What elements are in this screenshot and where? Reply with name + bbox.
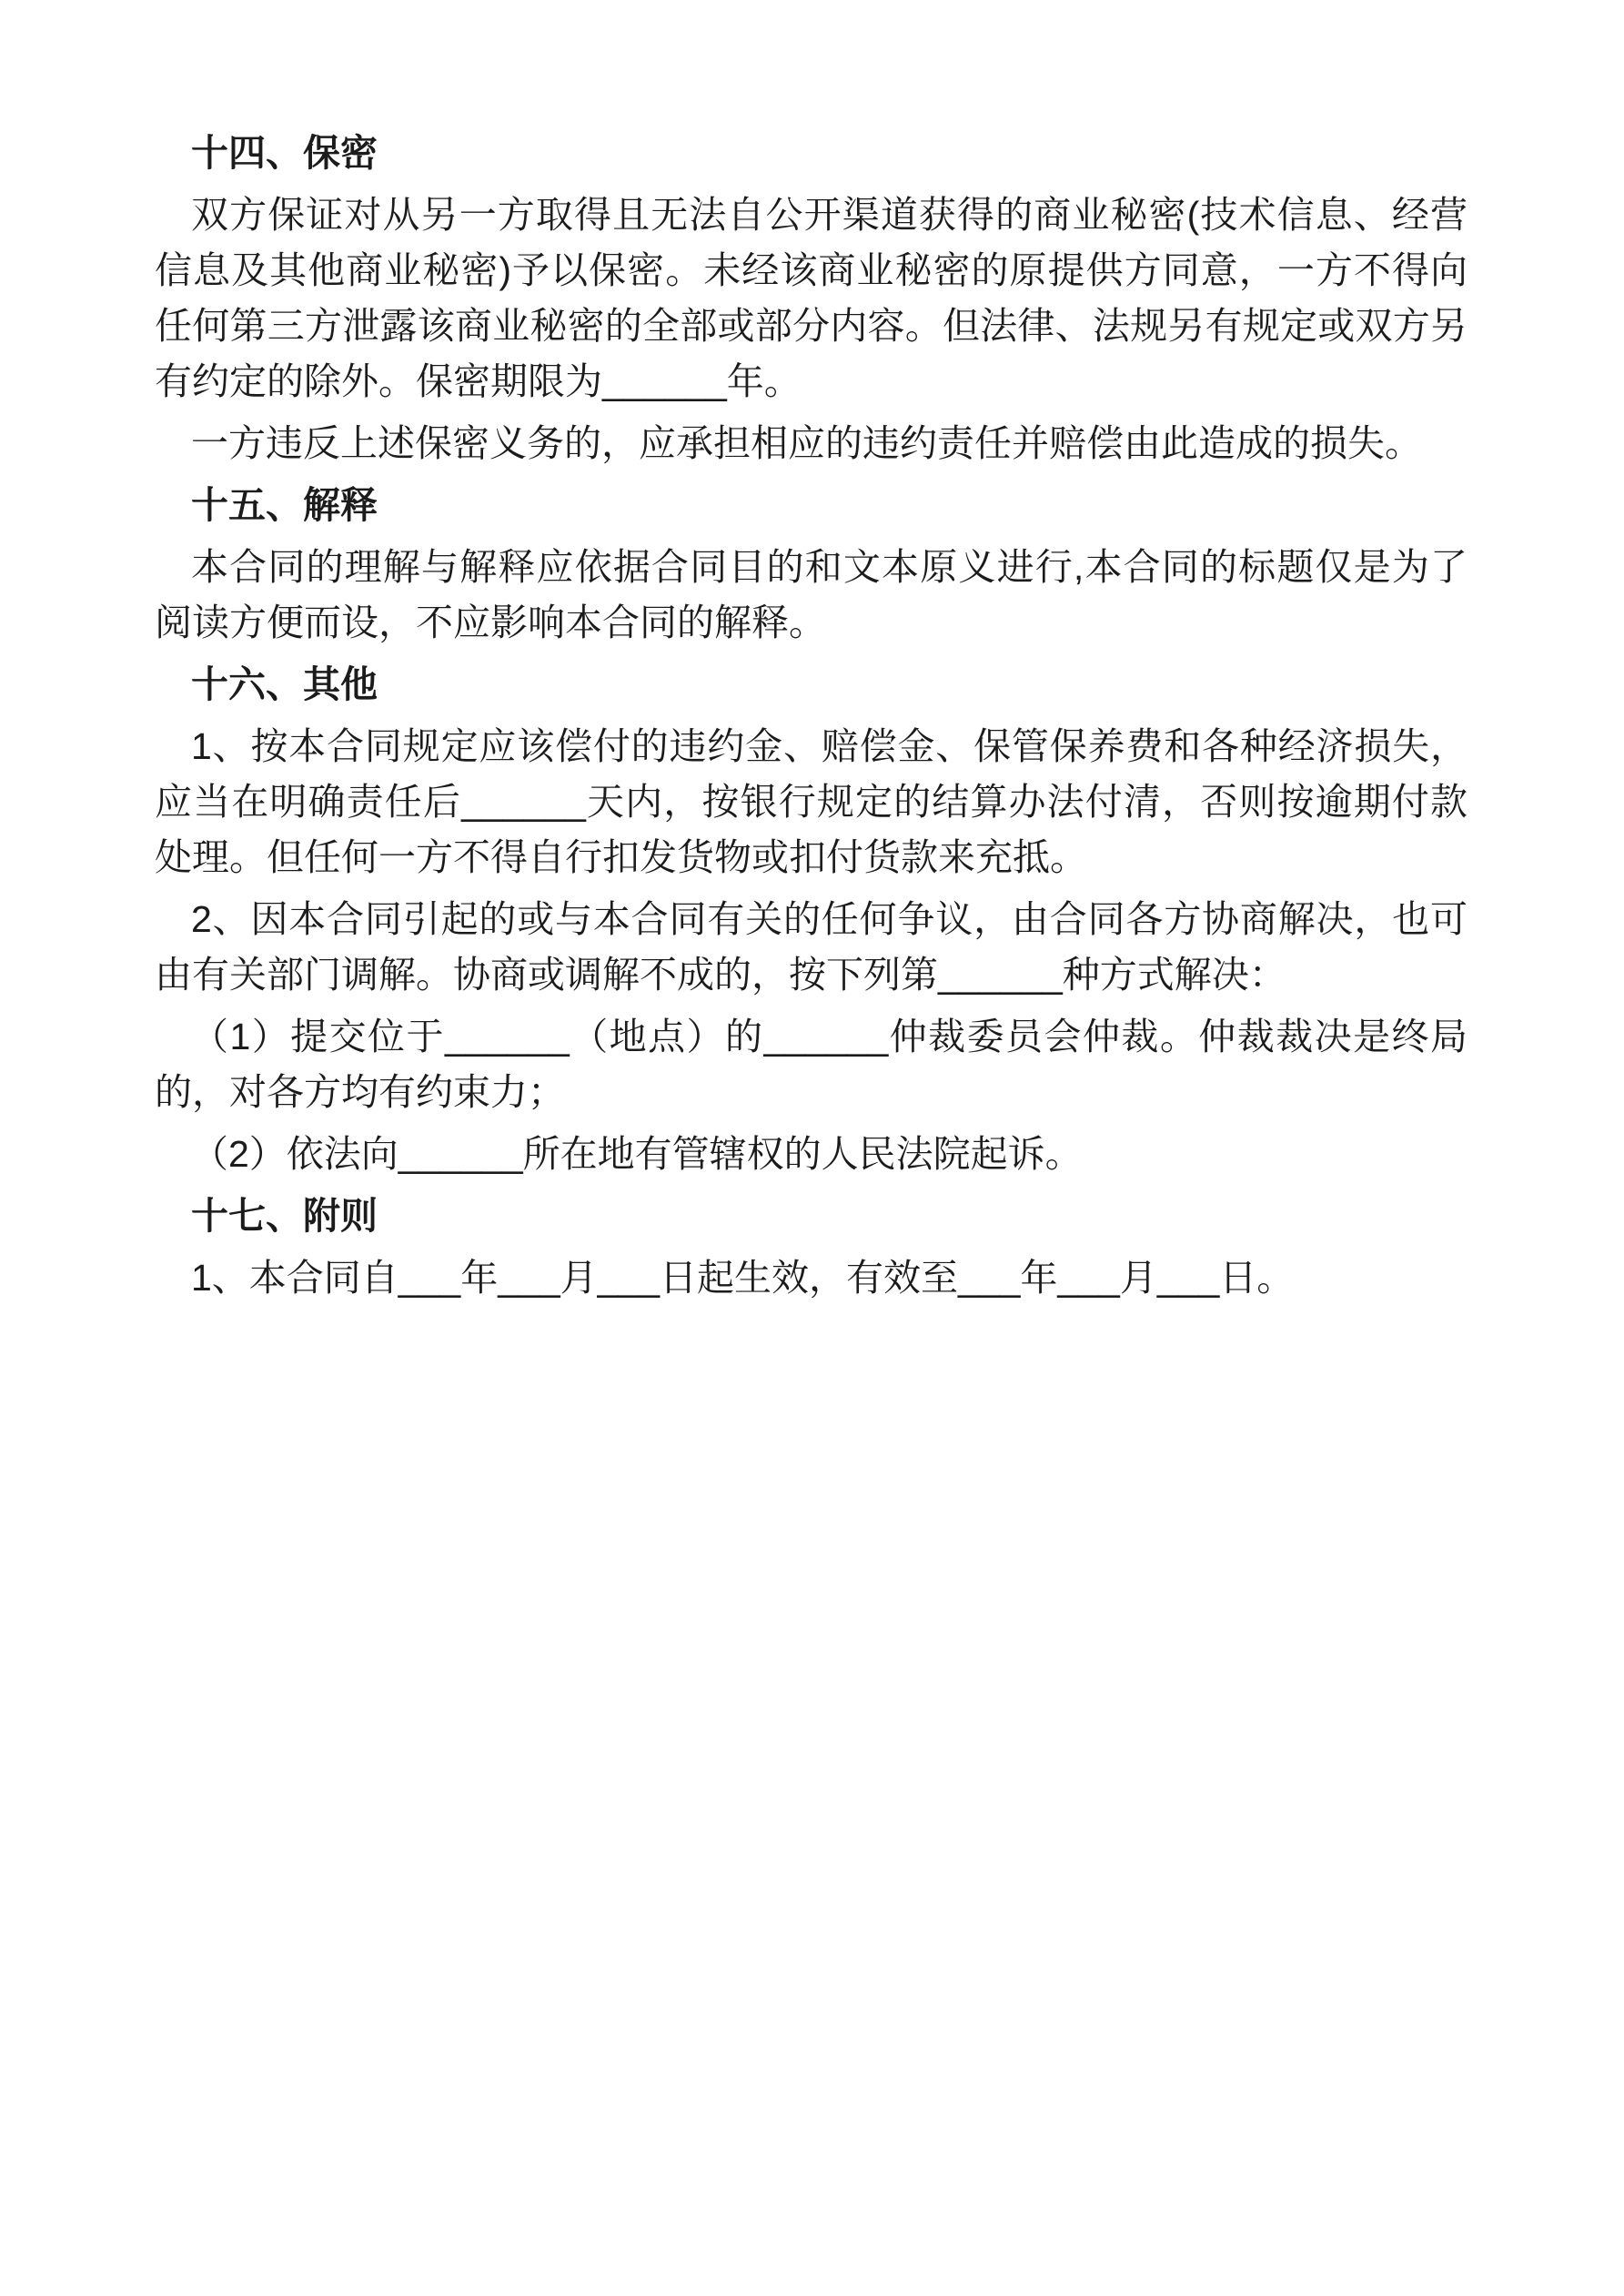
- section-heading-supplementary: 十七、附则: [191, 1195, 378, 1237]
- paragraph-dispute-resolution: 2、因本合同引起的或与本合同有关的任何争议，由合同各方协商解决，也可由有关部门调解。协商或调解不成的，按下列第______种方式解决：: [155, 898, 1468, 996]
- section-heading-miscellaneous: 十六、其他: [191, 663, 378, 705]
- paragraph-confidentiality-terms: 双方保证对从另一方取得且无法自公开渠道获得的商业秘密(技术信息、经营信息及其他商业秘密)予以保密。未经该商业秘密的原提供方同意，一方不得向任何第三方泄露该商业秘密的全部或部分内容。但法律、法规另有规定或双方另有约定的除外。保密期限为______年。: [155, 194, 1468, 402]
- paragraph-effective-period: 1、本合同自___年___月___日起生效，有效至___年___月___日。: [191, 1257, 1295, 1299]
- list-item-arbitration-option: （1）提交位于______（地点）的______仲裁委员会仲裁。仲裁裁决是终局的，对各方均有约束力；: [155, 1016, 1468, 1113]
- list-item-litigation-option: （2）依法向______所在地有管辖权的人民法院起诉。: [191, 1133, 1083, 1175]
- section-heading-confidentiality: 十四、保密: [191, 132, 378, 174]
- paragraph-payment-terms: 1、按本合同规定应该偿付的违约金、赔偿金、保管保养费和各种经济损失，应当在明确责任后______天内，按银行规定的结算办法付清，否则按逾期付款处理。但任何一方不得自行扣发货物或扣付货款来充抵。: [155, 725, 1468, 878]
- paragraph-breach-liability: 一方违反上述保密义务的，应承担相应的违约责任并赔偿由此造成的损失。: [191, 422, 1422, 464]
- section-heading-interpretation: 十五、解释: [191, 484, 378, 526]
- paragraph-interpretation: 本合同的理解与解释应依据合同目的和文本原义进行,本合同的标题仅是为了阅读方便而设，不应影响本合同的解释。: [155, 546, 1468, 643]
